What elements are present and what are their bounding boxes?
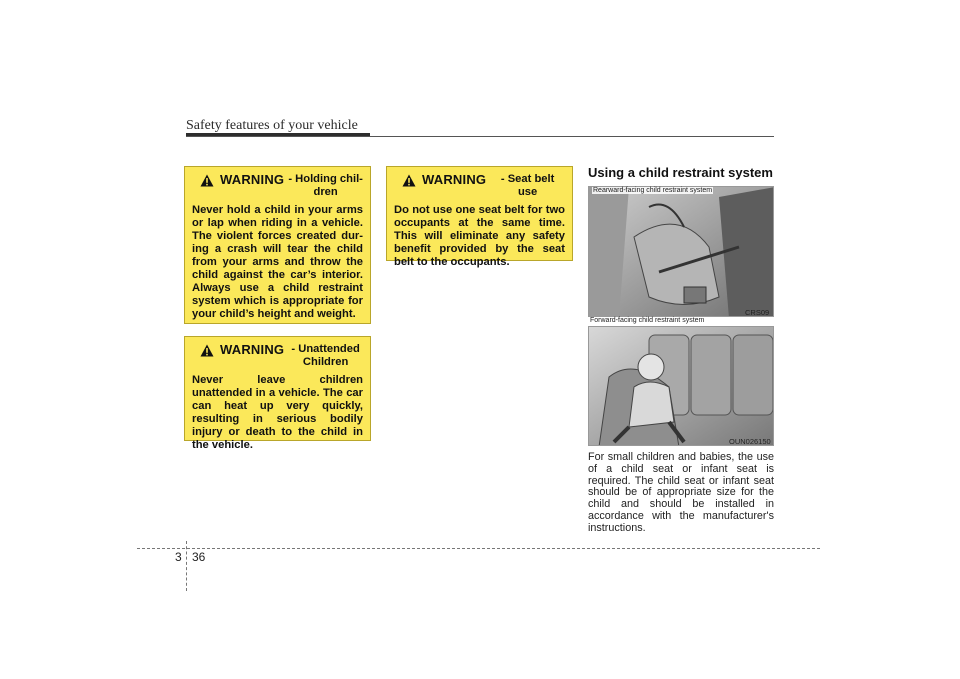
rearward-facing-seat-illustration [588, 186, 774, 317]
warning-label: WARNING [220, 342, 285, 357]
footer-divider [186, 541, 187, 591]
warning-box-seat-belt-use [386, 166, 573, 268]
warning-label: WARNING [220, 172, 285, 187]
page-header-title: Safety features of your vehicle [186, 118, 358, 133]
rear-seat-drawing [589, 187, 774, 317]
forward-facing-seat-illustration [588, 326, 774, 446]
warning-header [192, 343, 363, 369]
warning-text: Never leave children unattended in a vehicle. The car can heat up very quickly, resulting in serious bodily injury or death to the child in the vehicle. [192, 374, 363, 451]
warning-box-unattended-children [184, 336, 371, 451]
warning-text: Never hold a child in your arms or lap when riding in a vehicle. The violent forces created dur-ing a crash will tear the child from your arms and throw the child against the car’s interior. Always use a child restraint system which is appropriate for your child’s height and weight. [192, 204, 363, 320]
figure1-code: CRS09 [745, 308, 770, 317]
header-rule-thin [186, 136, 774, 137]
warning-triangle-icon [200, 174, 214, 187]
warning-header [394, 173, 565, 199]
warning-subtitle: - Holding chil-dren [288, 173, 363, 198]
warning-text: Do not use one seat belt for two occupants at the same time. This will eliminate any safety benefit provided by the seat belt to the occupants. [394, 204, 565, 268]
warning-subtitle: - Unattended Children [291, 343, 360, 368]
page-number: 36 [192, 550, 206, 564]
warning-triangle-icon [402, 174, 416, 187]
footer-rule [137, 548, 820, 549]
figure2-caption: Forward-facing child restraint system [590, 317, 705, 324]
warning-label: WARNING [422, 172, 487, 187]
warning-header [192, 173, 363, 199]
warning-subtitle: - Seat belt use [500, 173, 555, 198]
warning-box-holding-children [184, 166, 371, 324]
forward-seat-drawing [589, 327, 774, 446]
figure2-code: OUN026150 [729, 437, 771, 446]
section-title: Using a child restraint system [588, 165, 773, 180]
figure1-caption: Rearward-facing child restraint system [593, 187, 713, 194]
chapter-number: 3 [175, 550, 182, 564]
warning-triangle-icon [200, 344, 214, 357]
section-body-text: For small children and babies, the use of a child seat or infant seat is required. The child seat or infant seat should be of appropriate size for the child and should be installed in accordance with the manufacturer's instructions. [588, 451, 774, 534]
